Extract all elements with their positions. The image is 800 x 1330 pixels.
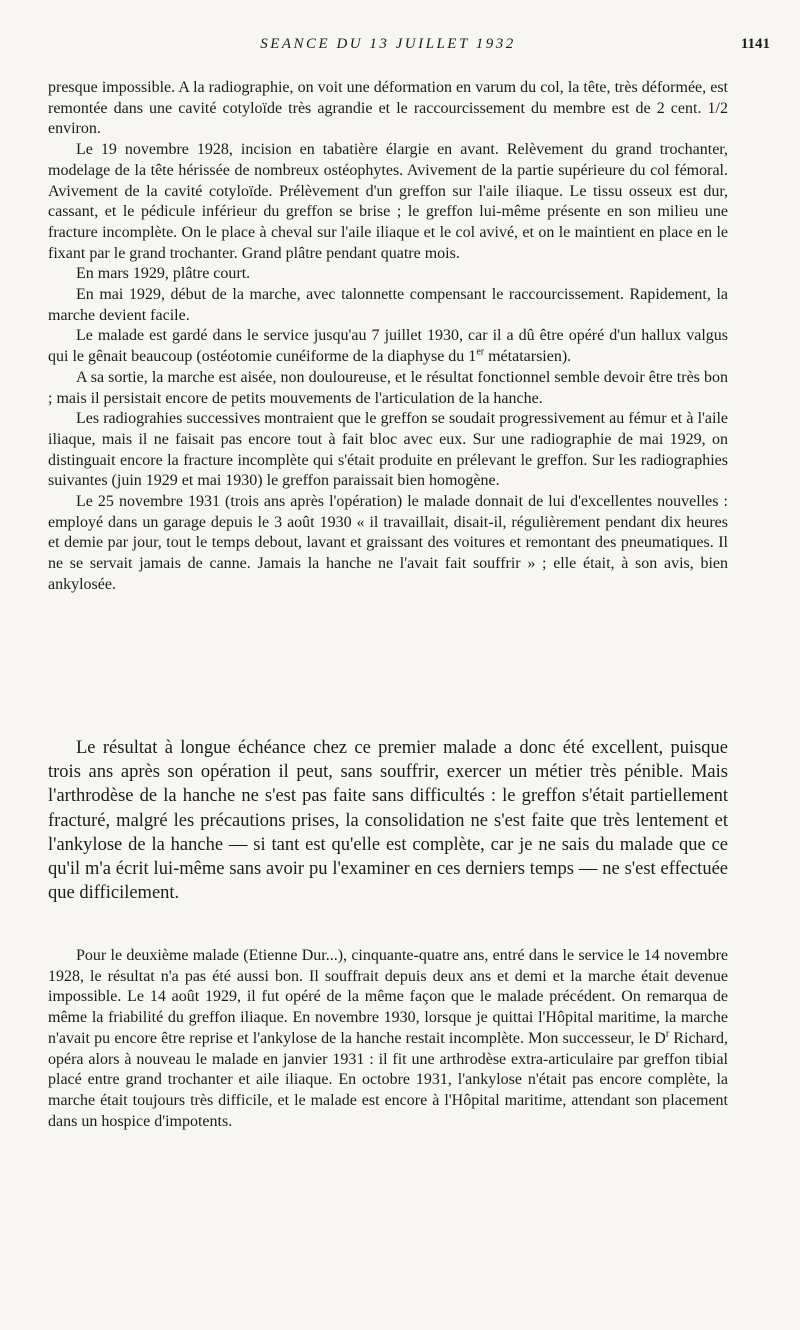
paragraph: Le 19 novembre 1928, incision en tabatière élargie en avant. Relèvement du grand trochanter, modelage de la tête hérissée de nombreux ostéophytes. Avivement de la partie supérieure du col fémoral. Avivement de la cavité cotyloïde. Prélèvement d'un greffon sur l'aile iliaque. Le tissu osseux est dur, cassant, et le pédicule inférieur du greffon se brise ; le greffon lui-même présente en son milieu une fracture incomplète. On le place à cheval sur l'aile iliaque et le col avivé, et on le maintient en place en le fixant par le grand trochanter. Grand plâtre pendant quatre mois. (48, 141, 728, 262)
paragraph: Les radiograhies successives montraient que le greffon se soudait progressivement au fémur et à l'aile iliaque, mais il ne faisait pas encore tout à fait bloc avec eux. Sur une radiographie de mai 1929, on distinguait encore la fracture incomplète qui s'était produite en prélevant le greffon. Sur les radiographies suivantes (juin 1929 et mai 1930) le greffon paraissait bien homogène. (48, 410, 728, 490)
case-two-notes (48, 946, 728, 1132)
page-number: 1141 (740, 36, 770, 52)
paragraph (48, 946, 728, 1132)
superscript: er (476, 346, 485, 358)
paragraph: A sa sortie, la marche est aisée, non douloureuse, et le résultat fonctionnel semble devoir être très bon ; mais il persistait encore de petits mouvements de l'articulation de la hanche. (48, 368, 728, 407)
case-one-notes (48, 78, 728, 596)
paragraph: presque impossible. A la radiographie, on voit une déformation en varum du col, la tête, très déformée, est remontée dans une cavité cotyloïde très agrandie et le raccourcissement du membre est de 2 cent. 1/2 environ. (48, 79, 728, 138)
superscript: r (665, 1028, 670, 1040)
running-title: SEANCE DU 13 JUILLET 1932 (260, 36, 516, 52)
text-span: Le malade est gardé dans le service jusqu'au 7 juillet 1930, car il a dû être opéré d'un hallux valgus qui le gênait beaucoup (ostéotomie cunéiforme de la diaphyse du 1 (48, 327, 728, 366)
paragraph (48, 326, 728, 367)
text-span: Richard, opéra alors à nouveau le malade en janvier 1931 : il fit une arthrodèse extra-articulaire par greffon tibial placé entre grand trochanter et aile iliaque. En octobre 1931, l'ankylose n'était pas encore complète, la marche était toujours très difficile, et le malade est encore à l'Hôpital maritime, attendant son placement dans un hospice d'impotents. (48, 1029, 728, 1130)
paragraph: Le résultat à longue échéance chez ce premier malade a donc été excellent, puisque trois ans après son opération il peut, sans souffrir, exercer un métier très pénible. Mais l'arthrodèse de la hanche ne s'est pas faite sans difficultés : le greffon s'était partiellement fracturé, malgré les précautions prises, la consolidation ne s'est faite que très lentement et l'ankylose de la hanche — si tant est qu'elle est complète, car je ne sais du malade que ce qu'il m'a écrit lui-même sans avoir pu l'examiner en ces derniers temps — ne s'est effectuée que difficilement. (48, 738, 728, 904)
case-one-conclusion (48, 736, 728, 905)
page-header (48, 36, 770, 60)
paragraph: Le 25 novembre 1931 (trois ans après l'opération) le malade donnait de lui d'excellentes nouvelles : employé dans un garage depuis le 3 août 1930 « il travaillait, disait-il, régulièrement pendant dix heures et demie par jour, tout le temps debout, lavant et graissant des voitures et remontant des pneumatiques. Il ne se servait jamais de canne. Jamais la hanche ne l'avait fait souffrir » ; elle était, à son avis, bien ankylosée. (48, 493, 728, 593)
paragraph: En mai 1929, début de la marche, avec talonnette compensant le raccourcissement. Rapidement, la marche devient facile. (48, 286, 728, 324)
text-span: Pour le deuxième malade (Etienne Dur...), cinquante-quatre ans, entré dans le service le 14 novembre 1928, le résultat n'a pas été aussi bon. Il souffrait depuis deux ans et demi et la marche était devenue impossible. Le 14 août 1929, il fut opéré de la même façon que le malade précédent. On remarqua de même la friabilité du greffon iliaque. En novembre 1930, lorsque je quittai l'Hôpital maritime, la marche n'avait pu encore être reprise et l'ankylose de la hanche restait incomplète. Mon successeur, le D (48, 947, 728, 1047)
paragraph: En mars 1929, plâtre court. (76, 265, 251, 283)
text-span: métatarsien). (484, 348, 572, 366)
